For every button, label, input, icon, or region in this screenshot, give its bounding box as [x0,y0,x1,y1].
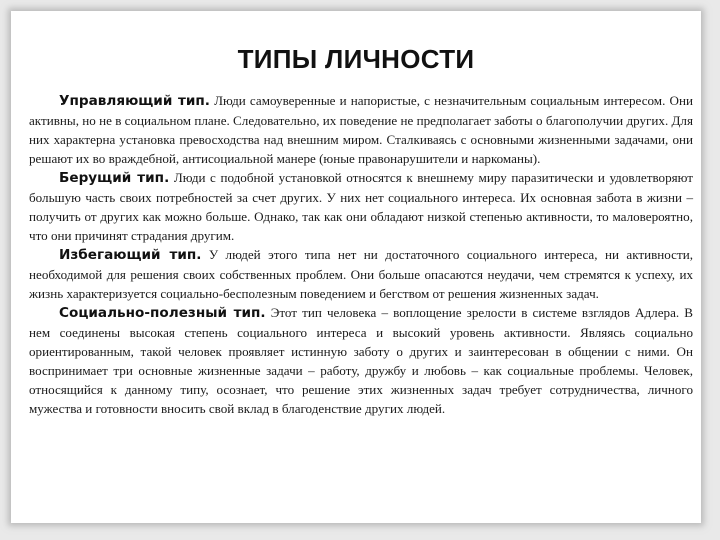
paragraph-text: У людей этого типа нет ни достаточного социального интереса, ни активности, необходимой для решения своих собственных проблем. Они больше опасаются неудачи, чем стремятся к успеху, их жизнь характеризуется социально-бесполезным поведением и бегством от решения жизненных задач. [29,247,693,301]
paragraph-text: Люди с подобной установкой относятся к внешнему миру паразитически и удовлетворяют большую часть своих потребностей за счет других. У них нет социального интереса. Их основная забота в жизни – получить от других как можно больше. Однако, так как они обладают низкой степенью активности, то маловероятно, что они причинят страдания другим. [29,170,694,243]
page-title: ТИПЫ ЛИЧНОСТИ [237,44,475,74]
paragraph-heading: Управляющий тип. [59,93,210,109]
paragraph-text: Люди самоуверенные и напористые, с незначительным социальным интересом. Они активны, но не в социальном плане. Следовательно, их поведение не предполагает заботы о благополучии других. Для них характерна установка превосходства над внешним миром. Сталкиваясь с основными жизненными задачами, они решают их во враждебной, антисоциальной манере (юные правонарушители и наркоманы). [29,93,693,166]
paragraph-socially-useful-type [29,303,693,418]
paragraph-managing-type [29,91,693,168]
paragraph-heading: Избегающий тип. [59,247,202,263]
paragraph-avoiding-type [29,245,693,303]
paragraph-heading: Социально-полезный тип. [59,305,266,321]
paragraph-heading: Берущий тип. [59,170,170,186]
slide [11,11,701,523]
document-body [29,91,693,418]
paragraph-taking-type [29,168,693,245]
paragraph-text: Этот тип человека – воплощение зрелости в системе взглядов Адлера. В нем соединены высокая степень социального интереса и высокий уровень активности. Являясь социально ориентированным, такой человек проявляет истинную заботу о других и заинтересован в общении с ними. Он воспринимает три основные жизненные задачи – работу, дружбу и любовь – как социальные проблемы. Человек, относящийся к данному типу, осознает, что решение этих жизненных задач требует сотрудничества, личного мужества и готовности вносить свой вклад в благоденствие других людей. [29,305,694,416]
